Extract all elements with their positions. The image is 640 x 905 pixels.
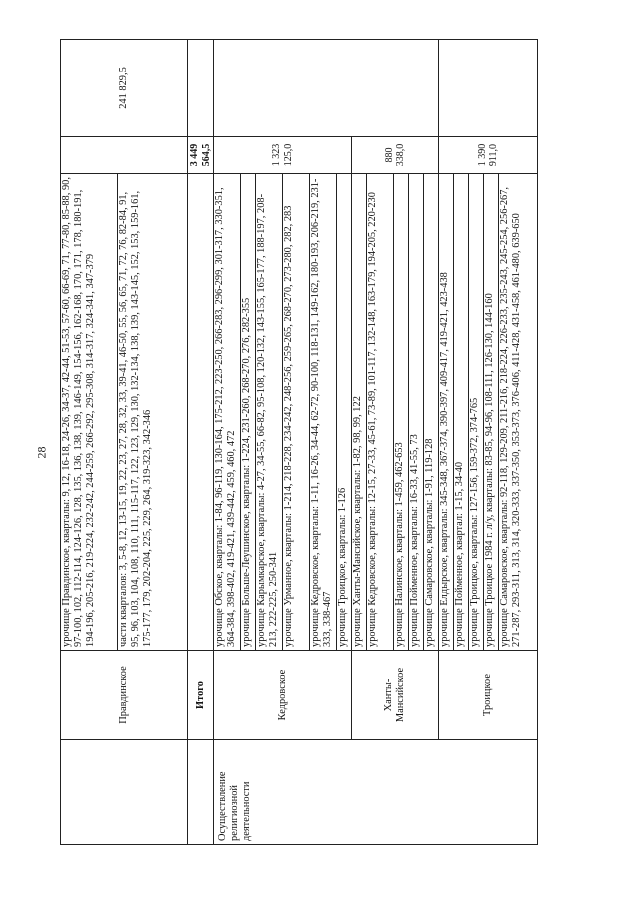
tract-description: урочище Налинское, кварталы: 1-459, 462-653 bbox=[394, 174, 409, 651]
tract-description: урочище Троицкое, кварталы: 1-126 bbox=[337, 174, 352, 651]
tract-description: части кварталов: 3, 5-8, 12, 13-15, 19, 22, 23, 27, 28, 32, 33, 39-41, 46-50, 55, 56, 65, 71, 72, 76, 82-84, 91, 95, 96, 103, 104, 108, 110, 111, 115-117, 122, 123, 129, 130, 132-134, 138, 139, 143-145, 152, 153, 159-161, 175-177, 179, 202-204, 225, 229, 264, 319-323, 342-346 bbox=[118, 174, 188, 651]
forest-areas-table bbox=[60, 39, 538, 845]
tract-description: урочище Кедровское, кварталы: 12-15, 27-33, 45-61, 73-89, 101-117, 132-148, 163-179, 194-205, 220-230 bbox=[367, 174, 394, 651]
tract-description: урочище Пойменное, кварталы: 16-33, 41-55, 73 bbox=[409, 174, 424, 651]
tract-description: урочище Ханты-Мансийское, кварталы: 1-82, 98, 99, 122 bbox=[352, 174, 367, 651]
forestry-name: Кедровское bbox=[214, 651, 352, 740]
tract-description: урочище Троицкое, кварталы: 127-156, 159-372, 374-765 bbox=[469, 174, 484, 651]
empty-cell bbox=[188, 40, 214, 137]
tract-description: урочище Карымкарское, кварталы: 4-27, 34-55, 66-82, 95-108, 120-132, 143-155, 165-177, 188-197, 208-213, 222-225, 250-341 bbox=[256, 174, 283, 651]
forestry-area: 880 338,0 bbox=[352, 137, 439, 174]
subtotal-cell bbox=[61, 137, 188, 174]
total-label: Итого bbox=[188, 651, 214, 740]
tract-description: урочище Самаровское, кварталы: 92-118, 129-209, 211-216, 218-224, 226-233, 235-243, 245-254, 256-267, 271-287, 293-311, 313, 314, 320-333, 337-350, 353-373, 376-406, 411-428, 431-458, 461-480, 639-650 bbox=[499, 174, 538, 651]
empty-cell bbox=[214, 40, 439, 137]
empty-cell bbox=[188, 174, 214, 651]
tract-description: урочище Елдырское, кварталы: 345-348, 367-374, 390-397, 409-417, 419-421, 423-438 bbox=[439, 174, 454, 651]
tract-description: урочище Правдинское, кварталы: 9, 12, 16-18, 24-26, 34-37, 42-44, 51-53, 57-60, 66-69, 71, 77-80, 85-88, 90, 97-100, 102, 112-114, 124-126, 128, 135, 136, 138, 139, 146-149, 154-156, 162-168, 170, 171, 178, 180-191, 194-196, 205-216, 219-224, 232-242, 244-259, 266-292, 295-308, 314-317, 324-341, 347-379 bbox=[61, 174, 118, 651]
tract-description: урочище Самаровское, кварталы: 1-91, 119-128 bbox=[424, 174, 439, 651]
total-row bbox=[188, 40, 214, 845]
table-row bbox=[439, 40, 454, 845]
activity-type: Осуществление религиозной деятельности bbox=[214, 740, 538, 845]
tract-description: урочище Обское, кварталы: 1-84, 96-119, 130-164, 175-212, 223-250, 266-283, 296-299, 301-317, 330-351, 364-384, 398-402, 419-421, 439-442, 459, 460, 472 bbox=[214, 174, 241, 651]
total-area: 3 449 564,5 bbox=[188, 137, 214, 174]
tract-description: урочище Больше-Леушинское, кварталы: 1-224, 231-260, 268-270, 276, 282-355 bbox=[241, 174, 256, 651]
table-row bbox=[61, 40, 118, 845]
tract-description: урочище Кедровское, кварталы: 1-11, 16-26, 34-44, 62-72, 90-100, 118-131, 149-162, 180-193, 206-219, 231-333, 338-467 bbox=[310, 174, 337, 651]
tract-description: урочище Урманное, кварталы: 1-214, 218-228, 234-242, 248-256, 259-265, 268-270, 273-280, 282, 283 bbox=[283, 174, 310, 651]
forestry-area: 241 829,5 bbox=[61, 40, 188, 137]
empty-cell bbox=[61, 740, 188, 845]
rotated-page bbox=[60, 45, 580, 845]
forestry-area: 1 323 125,0 bbox=[214, 137, 352, 174]
forestry-name: Ханты-Мансийское bbox=[352, 651, 439, 740]
empty-cell bbox=[439, 40, 538, 137]
tract-description: урочище Троицкое 1984 г. л/у, кварталы: 83-85, 94-96, 108-111, 126-130, 144-160 bbox=[484, 174, 499, 651]
forestry-name: Троицкое bbox=[439, 651, 538, 740]
table-row bbox=[214, 40, 241, 845]
forestry-name: Правдинское bbox=[61, 651, 188, 740]
table-row bbox=[352, 40, 367, 845]
forestry-area: 1 390 911,0 bbox=[439, 137, 538, 174]
page-number: 28 bbox=[34, 446, 49, 459]
tract-description: урочище Пойменное, квартал: 1-15, 34-40 bbox=[454, 174, 469, 651]
empty-cell bbox=[188, 740, 214, 845]
